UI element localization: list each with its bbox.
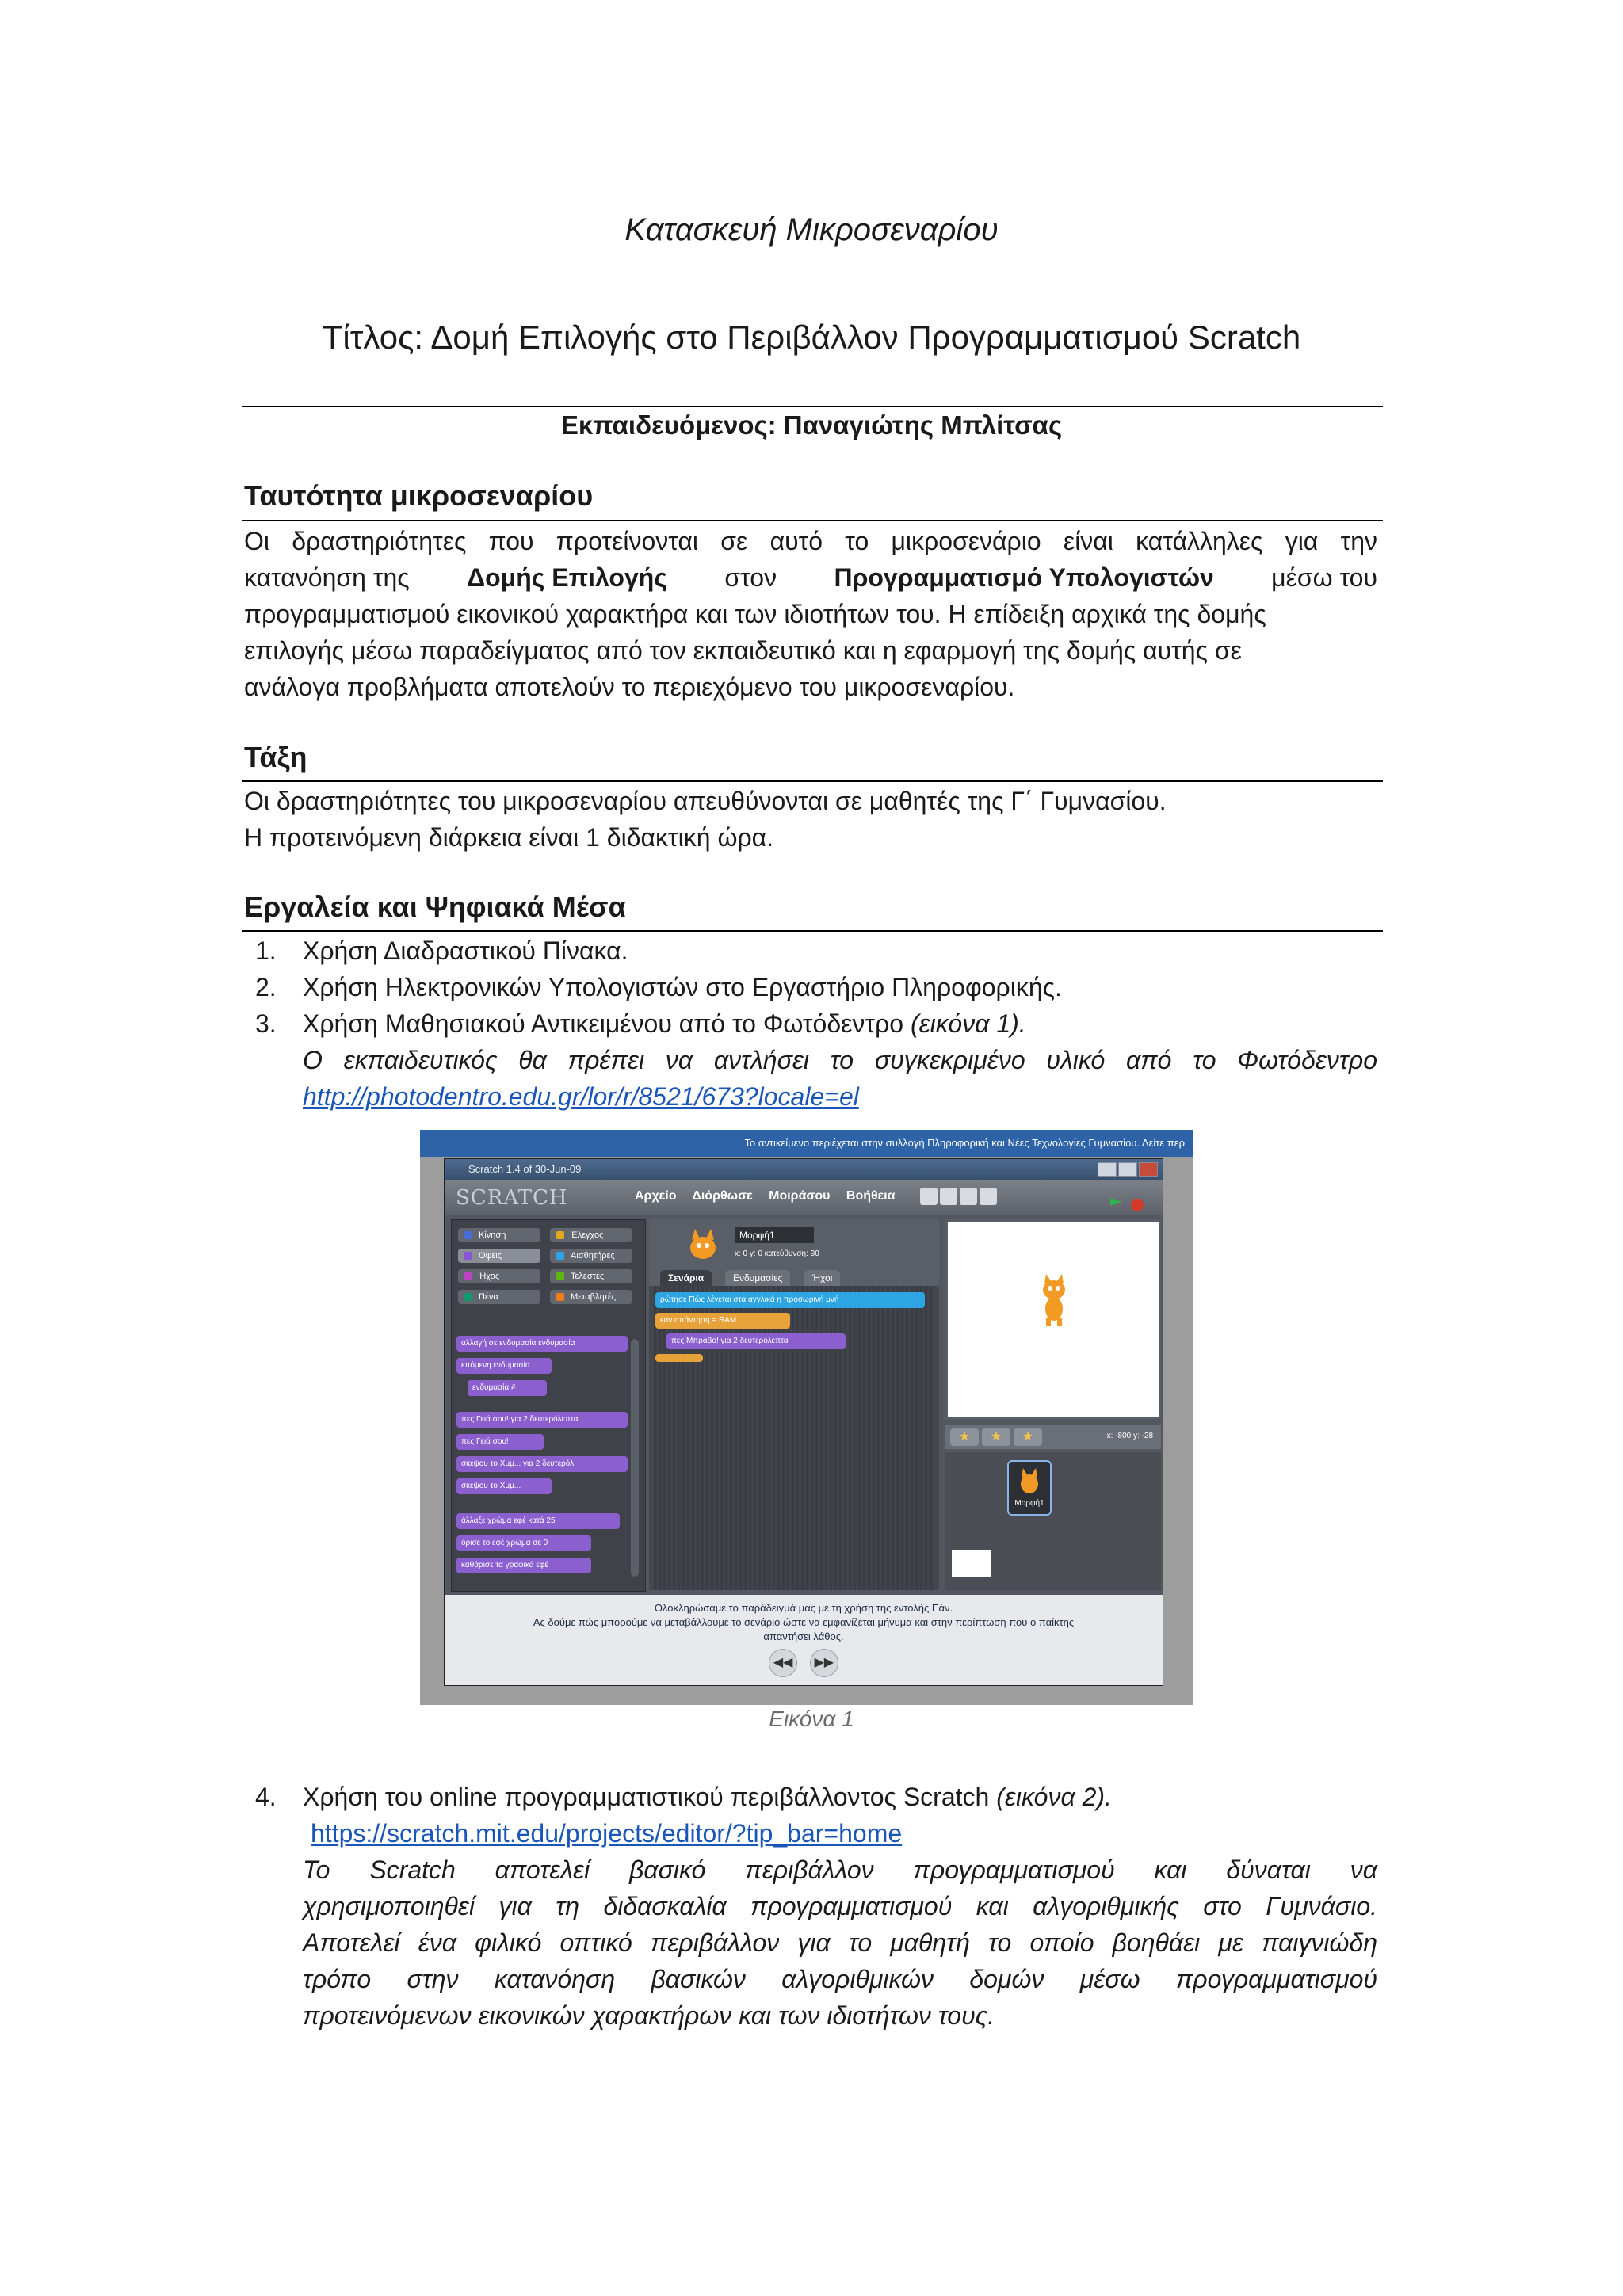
category-operators[interactable]: Τελεστές xyxy=(550,1269,632,1283)
identity-line-5: ανάλογα προβλήματα αποτελούν το περιεχόμενο του μικροσεναρίου. xyxy=(244,673,1015,701)
category-variables[interactable]: Μεταβλητές xyxy=(550,1290,632,1304)
tools-list xyxy=(244,933,1377,1115)
sprite-coordinates: x: 0 y: 0 κατεύθυνση: 90 xyxy=(735,1249,819,1258)
sprite-list xyxy=(945,1452,1161,1590)
list-item xyxy=(244,1779,1377,2034)
sprite-thumbnail-label: Μορφή1 xyxy=(1014,1499,1044,1508)
tab-sounds[interactable]: Ήχοι xyxy=(804,1270,840,1286)
menu-file[interactable]: Αρχείο xyxy=(635,1189,677,1203)
figure-reference: (εικόνα 2). xyxy=(996,1783,1112,1811)
category-motion[interactable]: Κίνηση xyxy=(458,1228,540,1242)
tab-scripts[interactable]: Σενάρια xyxy=(660,1270,712,1286)
menu-edit[interactable]: Διόρθωσε xyxy=(692,1189,753,1203)
scratch-window xyxy=(444,1158,1163,1686)
divider xyxy=(242,406,1383,407)
class-line-1: Οι δραστηριότητες του μικροσεναρίου απευθύνονται σε μαθητές της Γ΄ Γυμνασίου. xyxy=(244,787,1167,815)
scratch-note-line: χρησιμοποιηθεί για τη διδασκαλία προγραμματισμού και αλγοριθμικής στο Γυμνάσιο. xyxy=(303,1892,1377,1920)
scratch-menu xyxy=(635,1189,908,1203)
menu-help[interactable]: Βοήθεια xyxy=(846,1189,896,1203)
sprite-tools-bar xyxy=(945,1425,1161,1449)
scratch-note-line: προτεινόμενων εικονικών χαρακτήρων και των ιδιοτήτων τους. xyxy=(303,2001,995,2030)
list-item-text: Χρήση Διαδραστικού Πίνακα. xyxy=(303,936,628,965)
palette-block-list xyxy=(456,1336,628,1589)
tutorial-text: απαντήσει λάθος. xyxy=(763,1630,844,1642)
category-looks[interactable]: Όψεις xyxy=(458,1249,540,1263)
ask-block[interactable]: ρώτησε Πώς λέγεται στα αγγλικά η προσωρινή μνή xyxy=(655,1292,925,1308)
category-sound[interactable]: Ήχος xyxy=(458,1269,540,1283)
tools-list-continued xyxy=(244,1779,1377,2034)
list-number: 4. xyxy=(255,1783,277,1811)
text-fragment: στον xyxy=(724,563,777,592)
sprite-info-panel xyxy=(649,1219,939,1286)
green-flag-icon[interactable] xyxy=(1110,1199,1123,1211)
list-number: 2. xyxy=(255,973,277,1001)
tutorial-text: Ολοκληρώσαμε το παράδειγμά μας με τη χρήση της εντολής Εάν. xyxy=(654,1602,953,1614)
category-control[interactable]: Έλεγχος xyxy=(550,1228,632,1242)
maximize-icon[interactable] xyxy=(1118,1162,1137,1177)
tutorial-panel xyxy=(445,1595,1163,1685)
cat-sprite-icon xyxy=(681,1224,725,1264)
scratch-note-line: Αποτελεί ένα φιλικό οπτικό περιβάλλον για το μαθητή το οποίο βοηθάει με παιγνιώδη xyxy=(303,1928,1377,1957)
scratch-logo: SCRATCH xyxy=(456,1186,568,1210)
stage-thumbnail[interactable] xyxy=(952,1550,991,1577)
script-canvas xyxy=(654,1286,934,1590)
tutorial-navigation xyxy=(445,1649,1163,1677)
palette-block[interactable]: καθάρισε τα γραφικά εφέ xyxy=(456,1558,591,1573)
tab-costumes[interactable]: Ενδυμασίες xyxy=(725,1270,790,1286)
divider xyxy=(242,930,1383,932)
identity-line-1: Οι δραστηριότητες που προτείνονται σε αυτό το μικροσενάριο είναι κατάλληλες για την xyxy=(244,527,1377,555)
menu-share[interactable]: Μοιράσου xyxy=(769,1189,831,1203)
photodentro-link[interactable]: http://photodentro.edu.gr/lor/r/8521/673?locale=el xyxy=(303,1082,859,1111)
tutorial-text: Ας δούμε πώς μπορούμε να μεταβάλλουμε το σενάριο ώστε να εμφανίζεται μήνυμα και στην περίπτωση που ο παίκτης xyxy=(533,1616,1075,1628)
scratch-screenshot-figure xyxy=(420,1130,1193,1705)
palette-block[interactable]: σκέψου το Χμμ... xyxy=(456,1478,552,1494)
list-item-text: Χρήση Ηλεκτρονικών Υπολογιστών στο Εργαστήριο Πληροφορικής. xyxy=(303,973,1062,1001)
choose-sprite-icon[interactable]: ★ xyxy=(982,1428,1010,1446)
script-area xyxy=(649,1219,939,1590)
mouse-coordinates: x: -800 y: -28 xyxy=(1106,1432,1153,1440)
list-number: 3. xyxy=(255,1009,277,1038)
duplicate-icon[interactable] xyxy=(920,1188,938,1205)
palette-block[interactable]: πες Γειά σου! για 2 δευτερόλεπτα xyxy=(456,1412,628,1428)
bold-term-selection-structure: Δομής Επιλογής xyxy=(467,563,667,592)
minimize-icon[interactable] xyxy=(1098,1162,1117,1177)
palette-scrollbar[interactable] xyxy=(631,1339,639,1577)
list-item xyxy=(244,1005,1377,1115)
if-block-end xyxy=(655,1354,703,1362)
identity-line-2 xyxy=(244,559,1377,596)
bold-term-programming: Προγραμματισμό Υπολογιστών xyxy=(834,563,1214,592)
identity-paragraph xyxy=(244,523,1377,705)
paint-sprite-icon[interactable]: ★ xyxy=(950,1428,979,1446)
identity-line-3: προγραμματισμού εικονικού χαρακτήρα και των ιδιοτήτων του. Η επίδειξη αρχικά της δομής xyxy=(244,600,1266,628)
text-fragment: κατανόηση της xyxy=(244,563,410,592)
palette-block[interactable]: επόμενη ενδυμασία xyxy=(456,1358,552,1374)
document-subtitle: Τίτλος: Δομή Επιλογής στο Περιβάλλον Προγραμματισμού Scratch xyxy=(322,318,1301,356)
say-block[interactable]: πες Μπράβο! για 2 δευτερόλεπτα xyxy=(666,1333,846,1349)
scratch-note-line: τρόπο στην κατανόηση βασικών αλγοριθμικών δομών μέσω προγραμματισμού xyxy=(303,1965,1377,1993)
next-button[interactable]: ▶▶ xyxy=(810,1649,838,1677)
class-heading: Τάξη xyxy=(244,741,307,773)
scratch-note-line: Το Scratch αποτελεί βασικό περιβάλλον προγραμματισμού και δύναται να xyxy=(303,1855,1377,1884)
sprite-thumbnail[interactable] xyxy=(1007,1460,1052,1516)
text-fragment: μέσω του xyxy=(1271,563,1377,592)
list-item-text: Χρήση Μαθησιακού Αντικειμένου από το Φωτόδεντρο xyxy=(303,1009,911,1038)
divider xyxy=(242,780,1383,782)
list-item xyxy=(244,933,1377,969)
identity-heading: Ταυτότητα μικροσεναρίου xyxy=(244,479,594,512)
cat-sprite-icon xyxy=(1014,1465,1045,1497)
if-block[interactable]: εάν απάντηση = RAM xyxy=(655,1313,790,1329)
window-title: Scratch 1.4 of 30-Jun-09 xyxy=(468,1163,582,1175)
identity-line-4: επιλογής μέσω παραδείγματος από τον εκπαιδευτικό και η εφαρμογή της δομής αυτής σε xyxy=(244,636,1242,665)
figure-caption: Εικόνα 1 xyxy=(769,1707,854,1731)
photodentro-note: Ο εκπαιδευτικός θα πρέπει να αντλήσει το συγκεκριμένο υλικό από το Φωτόδεντρο xyxy=(303,1046,1377,1074)
list-item-text: Χρήση του online προγραμματιστικού περιβάλλοντος Scratch xyxy=(303,1783,997,1811)
trainee-name: Εκπαιδευόμενος: Παναγιώτης Μπλίτσας xyxy=(560,410,1063,440)
palette-block[interactable]: άλλαξε χρώμα εφέ κατά 25 xyxy=(456,1513,620,1529)
tools-heading: Εργαλεία και Ψηφιακά Μέσα xyxy=(244,891,626,923)
document-title: Κατασκευή Μικροσεναρίου xyxy=(624,212,999,247)
collection-banner: Το αντικείμενο περιέχεται στην συλλογή Πληροφορική και Νέες Τεχνολογίες Γυμνασίου. Δείτε περ xyxy=(420,1130,1193,1157)
palette-block[interactable]: πες Γειά σου! xyxy=(456,1434,544,1450)
divider xyxy=(242,520,1383,521)
window-titlebar xyxy=(445,1159,1163,1180)
close-icon[interactable] xyxy=(1139,1162,1158,1177)
figure-reference: (εικόνα 1). xyxy=(910,1009,1026,1038)
list-number: 1. xyxy=(255,936,277,965)
class-line-2: Η προτεινόμενη διάρκεια είναι 1 διδακτική ώρα. xyxy=(244,823,774,852)
palette-block[interactable]: όρισε το εφέ χρώμα σε 0 xyxy=(456,1535,591,1551)
palette-block[interactable]: ενδυμασία # xyxy=(468,1380,547,1396)
block-palette xyxy=(451,1219,646,1592)
stage xyxy=(945,1219,1161,1419)
category-pen[interactable]: Πένα xyxy=(458,1290,540,1304)
palette-block[interactable]: αλλαγή σε ενδυμασία ενδυμασία xyxy=(456,1336,628,1352)
sprite-name-field[interactable]: Μορφή1 xyxy=(735,1227,814,1243)
cat-sprite-icon xyxy=(1030,1272,1078,1328)
previous-button[interactable]: ◀◀ xyxy=(769,1649,797,1677)
scratch-editor-link[interactable]: https://scratch.mit.edu/projects/editor/?tip_bar=home xyxy=(311,1819,903,1848)
palette-block[interactable]: σκέψου το Χμμ... για 2 δευτερόλ xyxy=(456,1456,628,1472)
category-sensing[interactable]: Αισθητήρες xyxy=(550,1249,632,1263)
stage-controls xyxy=(945,1194,1161,1216)
random-sprite-icon[interactable]: ★ xyxy=(1014,1428,1042,1446)
stop-icon[interactable] xyxy=(1131,1199,1144,1211)
class-paragraph xyxy=(244,783,1377,856)
list-item xyxy=(244,969,1377,1005)
